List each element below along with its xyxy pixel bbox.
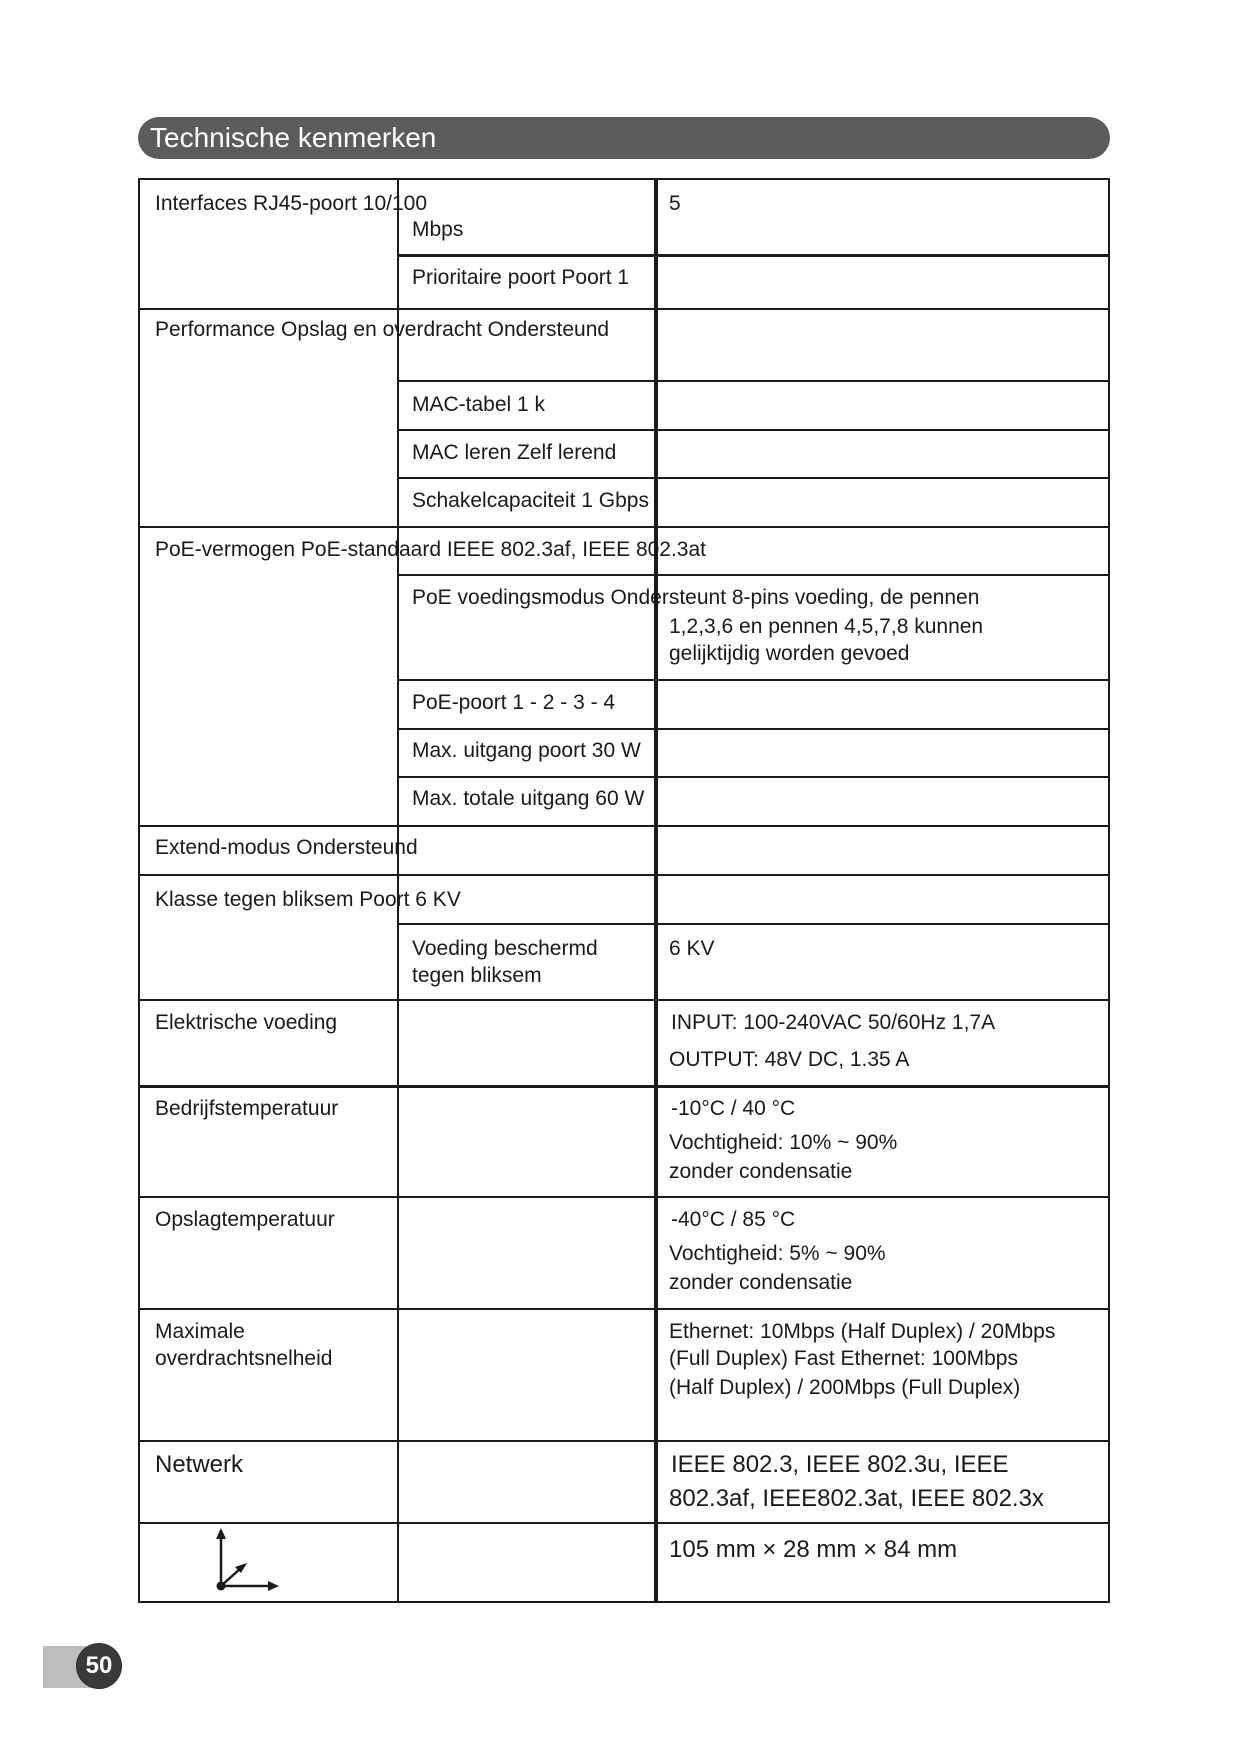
max-total-output: Max. totale uitgang 60 W	[412, 787, 645, 810]
poe-mode-line2: 1,2,3,6 en pennen 4,5,7,8 kunnen	[669, 615, 984, 638]
row-line	[138, 308, 1110, 310]
lightning-class: Klasse tegen bliksem Poort 6 KV	[155, 888, 461, 911]
row-line	[138, 1522, 1110, 1524]
row-line	[138, 1085, 1110, 1088]
speed-line2: (Full Duplex) Fast Ethernet: 100Mbps	[669, 1347, 1018, 1370]
operating-condensation: zonder condensatie	[669, 1160, 853, 1183]
row-line	[138, 526, 1110, 528]
row-line	[397, 477, 1110, 479]
power-output: OUTPUT: 48V DC, 1.35 A	[669, 1048, 910, 1071]
speed-label-line1: Maximale	[155, 1320, 245, 1343]
switch-capacity: Schakelcapaciteit 1 Gbps	[412, 489, 649, 512]
priority-port: Prioritaire poort Poort 1	[412, 266, 630, 289]
dimensions-axes-icon	[205, 1526, 285, 1599]
poe-mode-line3: gelijktijdig worden gevoed	[669, 642, 910, 665]
storage-temp-label: Opslagtemperatuur	[155, 1208, 335, 1231]
network-line2: 802.3af, IEEE802.3at, IEEE 802.3x	[669, 1485, 1044, 1512]
operating-temp-value: -10°C / 40 °C	[671, 1097, 796, 1120]
extend-mode: Extend-modus Ondersteund	[155, 836, 418, 859]
row-line	[397, 679, 1110, 681]
row-line	[138, 999, 1110, 1001]
lightning-power-line2: tegen bliksem	[412, 964, 542, 987]
row-line	[138, 825, 1110, 827]
interfaces-unit: Mbps	[412, 218, 464, 241]
section-title: Technische kenmerken	[150, 122, 437, 153]
row-line	[397, 574, 1110, 576]
mac-learn: MAC leren Zelf lerend	[412, 441, 617, 464]
row-line	[138, 1440, 1110, 1442]
speed-label-line2: overdrachtsnelheid	[155, 1347, 333, 1370]
row-line	[397, 429, 1110, 431]
section-header	[138, 117, 1110, 159]
row-line	[397, 923, 1110, 925]
row-line	[138, 178, 1110, 180]
storage-humidity: Vochtigheid: 5% ~ 90%	[669, 1242, 886, 1265]
page-number: 50	[77, 1644, 121, 1688]
row-line	[397, 728, 1110, 730]
power-input: INPUT: 100-240VAC 50/60Hz 1,7A	[671, 1011, 996, 1034]
speed-line1: Ethernet: 10Mbps (Half Duplex) / 20Mbps	[669, 1320, 1056, 1343]
network-label: Netwerk	[155, 1451, 244, 1478]
interfaces-value: 5	[669, 192, 681, 215]
row-line	[138, 1601, 1110, 1603]
mac-table: MAC-tabel 1 k	[412, 393, 546, 416]
table-border-right	[1108, 178, 1110, 1602]
lightning-power-line1: Voeding beschermd	[412, 937, 598, 960]
row-line	[138, 1308, 1110, 1310]
poe-power: PoE-vermogen PoE-standaard IEEE 802.3af, IEEE 802.3at	[155, 538, 707, 561]
performance: Performance Opslag en overdracht Ondersteund	[155, 318, 610, 341]
max-port-output: Max. uitgang poort 30 W	[412, 739, 641, 762]
interfaces-label: Interfaces RJ45-poort 10/100	[155, 192, 427, 215]
poe-ports: PoE-poort 1 - 2 - 3 - 4	[412, 691, 616, 714]
operating-temp-label: Bedrijfstemperatuur	[155, 1097, 339, 1120]
power-label: Elektrische voeding	[155, 1011, 338, 1034]
column-divider-2	[654, 178, 658, 1602]
speed-line3: (Half Duplex) / 200Mbps (Full Duplex)	[669, 1376, 1021, 1399]
table-border-left	[138, 178, 140, 1602]
row-line	[397, 254, 1110, 257]
network-line1: IEEE 802.3, IEEE 802.3u, IEEE	[671, 1451, 1009, 1478]
row-line	[138, 1196, 1110, 1198]
storage-condensation: zonder condensatie	[669, 1271, 853, 1294]
row-line	[397, 776, 1110, 778]
row-line	[397, 380, 1110, 382]
row-line	[138, 874, 1110, 876]
storage-temp-value: -40°C / 85 °C	[671, 1208, 796, 1231]
operating-humidity: Vochtigheid: 10% ~ 90%	[669, 1131, 898, 1154]
dimensions-value: 105 mm × 28 mm × 84 mm	[669, 1536, 958, 1563]
lightning-power-value: 6 KV	[669, 937, 715, 960]
poe-mode-line1: PoE voedingsmodus Ondersteunt 8-pins voeding, de pennen	[412, 586, 980, 609]
